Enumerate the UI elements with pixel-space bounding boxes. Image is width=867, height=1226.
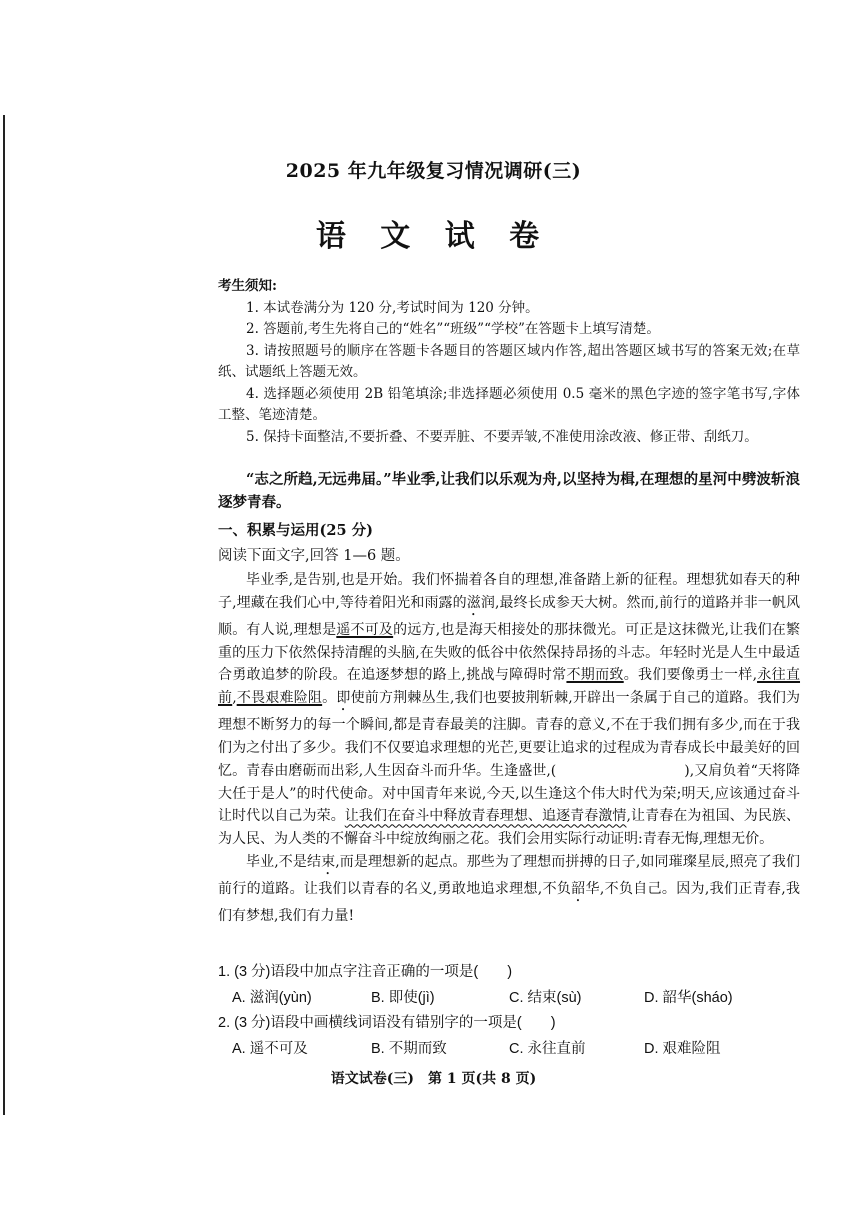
passage-text: 毕业,不是结	[246, 853, 322, 870]
notice-item: 5. 保持卡面整洁,不要折叠、不要弄脏、不要弄皱,不准使用涂改液、修正带、刮纸刀。	[246, 428, 758, 445]
passage-text: 润,最终长成参天大树。然而,前行的道路并非一帆风顺。有人说,理想是	[218, 594, 800, 638]
option-d: D. 艰难险阻	[644, 1041, 721, 1057]
question-1-stem: 1. (3 分)语段中加点字注音正确的一项是( )	[218, 964, 513, 980]
underlined-term: 不期而致	[566, 667, 624, 684]
dotted-char: 韶	[571, 880, 586, 897]
option-b: B. 即使(jì)	[371, 990, 435, 1006]
dotted-char: 束	[321, 853, 336, 870]
passage-text: ,而是理想新的起点。那些为了理想而拼搏的日子,如同璀璨星辰,照亮了我们前行的道路。让我们以青春的名义,勇敢地追求理想,不负	[218, 853, 801, 897]
passage-text: ),又肩负着“天将降大任于是人”的时代使命。对中国青年来说,今天,以生逢这个伟大时代为荣;明天,应该通过奋斗让时代以自己为荣。	[218, 762, 800, 825]
passage-text: ,让青春在为祖国、为民族、为人民、为人类的不懈奋斗中绽放绚丽之花。我们会用实际行动证明:青春无悔,理想无价。	[218, 808, 801, 848]
intro-paragraph: “志之所趋,无远弗届。”毕业季,让我们以乐观为舟,以坚持为楫,在理想的星河中劈波斩浪逐梦青春。	[218, 471, 800, 511]
wavy-underlined-sentence: 让我们在奋斗中释放青春理想、追逐青春激情	[344, 808, 627, 825]
passage-text: 。	[322, 690, 337, 707]
notice-title: 考生须知:	[218, 278, 277, 294]
option-d: D. 韶华(sháo)	[644, 990, 733, 1006]
notice-item: 2. 答题前,考生先将自己的“姓名”“班级”“学校”在答题卡上填写清楚。	[246, 321, 660, 337]
option-a: A. 滋润(yùn)	[232, 990, 312, 1006]
passage-text: 使前方荆棘丛生,我们也要披荆斩棘,开辟出一条属于自己的道路。我们为理想不断努力的每一个瞬间,都是青春最美的注脚。青春的意义,不在于我们拥有多少,而在于我们为之付出了多少。我们不仅要追求理想的光芒,更要让追求的过程成为青春成长中最美好的回忆。青春由磨砺而出彩,人生因奋斗而升华。生逢盛世,(	[218, 690, 801, 779]
passage-text: 毕业季,是告别,也是开始。我们怀揣着各自的理想,准备踏上新的征程。理想犹如春天的种子,埋藏在我们心中,等待着阳光和雨露的	[218, 572, 800, 611]
page-footer: 语文试卷(三) 第 1 页(共 8 页)	[330, 1071, 537, 1087]
notice-item: 1. 本试卷满分为 120 分,考试时间为 120 分钟。	[246, 299, 539, 316]
passage-text: 华,不负自己。因为,我们正青春,我们有梦想,我们有力量!	[218, 880, 801, 924]
question-2-stem: 2. (3 分)语段中画横线词语没有错别字的一项是( )	[218, 1015, 556, 1031]
reading-passage	[218, 569, 800, 928]
subject-title: 语 文 试 卷	[315, 219, 552, 254]
passage-paragraph-1	[218, 569, 800, 851]
option-c: C. 永往直前	[509, 1041, 586, 1057]
passage-paragraph-2	[218, 851, 800, 928]
dotted-char: 滋	[466, 594, 481, 611]
candidate-notice	[218, 276, 800, 448]
passage-text: 。我们要像勇士一样,	[623, 667, 758, 684]
notice-item: 4. 选择题必须使用 2B 铅笔填涂;非选择题必须使用 0.5 毫米的黑色字迹的签字笔书写,字体工整、笔迹清楚。	[218, 385, 800, 423]
notice-item: 3. 请按照题号的顺序在答题卡各题目的答题区域内作答,超出答题区域书写的答案无效;在草纸、试题纸上答题无效。	[218, 342, 800, 380]
section-heading: 一、积累与运用(25 分)	[218, 522, 373, 539]
dotted-char: 即	[336, 690, 351, 707]
exam-title: 2025 年九年级复习情况调研(三)	[285, 160, 582, 182]
underlined-term: 不畏艰难险阻	[236, 690, 323, 707]
underlined-term: 永往直前	[218, 667, 801, 707]
option-a: A. 遥不可及	[232, 1041, 308, 1057]
option-c: C. 结束(sù)	[509, 990, 582, 1006]
reading-instruction: 阅读下面文字,回答 1—6 题。	[218, 548, 410, 564]
option-b: B. 不期而致	[371, 1041, 447, 1057]
underlined-term: 遥不可及	[336, 621, 394, 638]
passage-text: ,	[232, 690, 237, 707]
passage-text: 的远方,也是海天相接处的那抹微光。可正是这抹微光,让我们在繁重的压力下依然保持清醒的头脑,在失败的低谷中依然保持昂扬的斗志。年轻时光是人生中最适合勇敢追梦的阶段。在追逐梦想的路上,挑战与障碍时常	[218, 621, 801, 684]
